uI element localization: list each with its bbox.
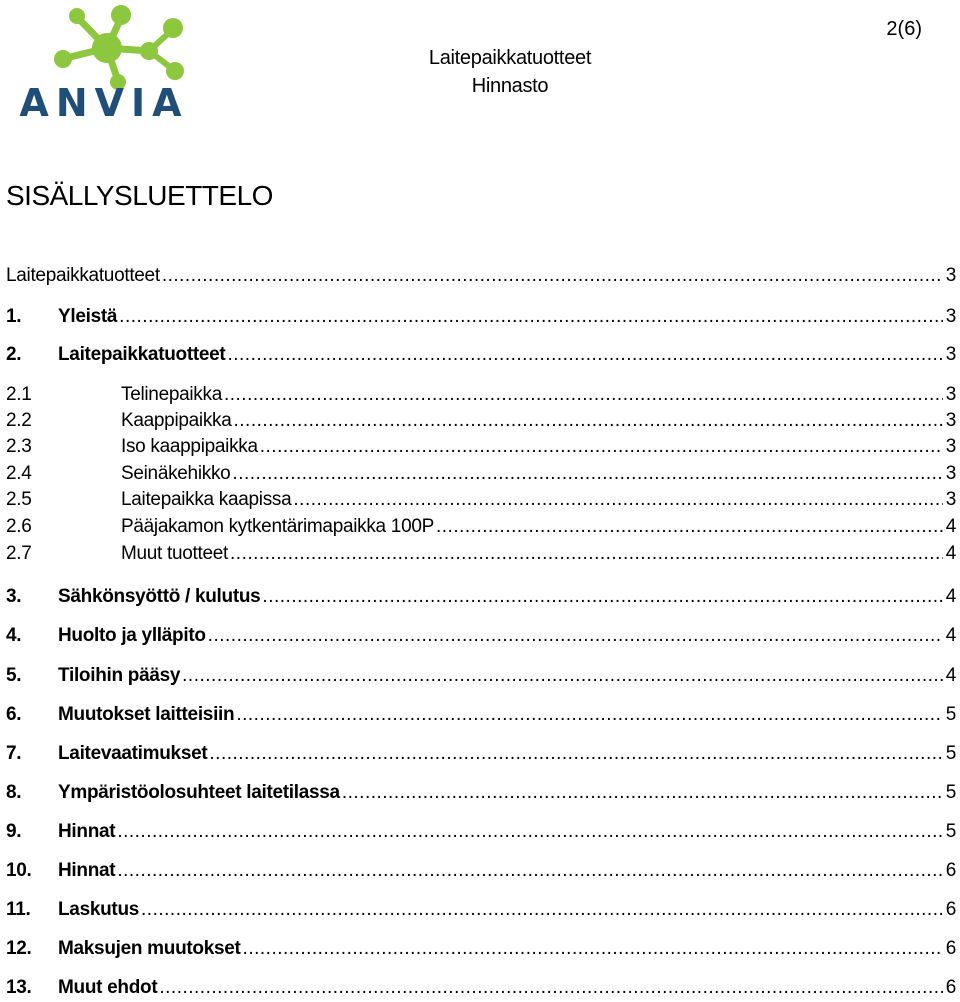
toc-entry-page: 3 (945, 489, 956, 510)
toc-entry[interactable] (6, 743, 956, 765)
toc-entry-page: 3 (945, 265, 956, 286)
toc-leader (208, 625, 943, 647)
toc-entry[interactable] (6, 938, 956, 960)
toc-entry-page: 3 (945, 306, 956, 327)
toc-leader (119, 306, 943, 328)
toc-entry-page: 3 (945, 463, 956, 484)
toc-entry[interactable] (6, 344, 956, 366)
toc-entry-page: 6 (945, 860, 956, 881)
toc-entry[interactable] (6, 265, 956, 287)
toc-entry-number: 11. (6, 899, 31, 920)
toc-entry-number: 5. (6, 665, 22, 686)
toc-entry-number: 10. (6, 860, 32, 881)
toc-entry-number: 2.4 (6, 463, 32, 484)
toc-entry-title: Muutokset laitteisiin (58, 704, 235, 725)
toc-entry[interactable] (6, 586, 956, 608)
toc-entry-title: Huolto ja ylläpito (58, 625, 206, 646)
toc-entry[interactable] (6, 665, 956, 687)
toc-entry-title: Kaappipaikka (121, 410, 232, 431)
anvia-logo (4, 2, 204, 120)
toc-leader (260, 436, 943, 458)
page-number: 2(6) (886, 18, 922, 40)
toc-entry-title: Hinnat (58, 860, 116, 881)
toc-leader (209, 743, 942, 765)
toc-entry-number: 1. (6, 306, 22, 327)
toc-entry-number: 2.5 (6, 489, 32, 510)
toc-entry[interactable] (6, 543, 956, 565)
toc-entry[interactable] (6, 977, 956, 999)
document-subtitle: Hinnasto (471, 75, 549, 97)
toc-leader (262, 586, 942, 608)
toc-entry[interactable] (6, 704, 956, 726)
toc-entry-title: Pääjakamon kytkentärimapaikka 100P (121, 516, 434, 537)
toc-entry-title: Sähkönsyöttö / kulutus (58, 586, 261, 607)
toc-entry[interactable] (6, 516, 956, 538)
toc-entry-number: 6. (6, 704, 22, 725)
toc-entry-page: 6 (945, 899, 956, 920)
toc-leader (236, 704, 942, 726)
toc-entry-title: Laitepaikkatuotteet (58, 344, 226, 365)
toc-entry[interactable] (6, 384, 956, 406)
toc-entry-title: Laitepaikkatuotteet (6, 265, 160, 286)
toc-entry-number: 2.7 (6, 543, 32, 564)
toc-entry-title: Hinnat (58, 821, 116, 842)
toc-entry[interactable] (6, 782, 956, 804)
toc-leader (243, 938, 943, 960)
toc-leader (232, 463, 942, 485)
toc-entry-page: 4 (945, 543, 956, 564)
toc-heading: SISÄLLYSLUETTELO (6, 180, 273, 211)
toc-entry-title: Laitevaatimukset (58, 743, 208, 764)
toc-entry[interactable] (6, 625, 956, 647)
toc-leader (141, 899, 943, 921)
toc-leader (182, 665, 943, 687)
toc-entry-number: 2. (6, 344, 22, 365)
toc-entry-title: Muut ehdot (58, 977, 158, 998)
document-header (380, 44, 640, 100)
toc-entry-number: 3. (6, 586, 22, 607)
toc-entry-page: 6 (945, 977, 956, 998)
toc-entry-page: 6 (945, 938, 956, 959)
toc-entry-page: 3 (945, 436, 956, 457)
toc-leader (293, 489, 942, 511)
toc-entry-page: 3 (945, 384, 956, 405)
toc-leader (117, 860, 942, 882)
toc-entry-number: 13. (6, 977, 32, 998)
toc-entry-title: Telinepaikka (121, 384, 222, 405)
toc-entry-number: 2.1 (6, 384, 32, 405)
toc-entry-page: 4 (945, 625, 956, 646)
toc-entry-page: 3 (945, 410, 956, 431)
toc-leader (342, 782, 943, 804)
logo-wordmark: ANVIA (19, 81, 189, 120)
toc-entry-page: 4 (945, 516, 956, 537)
toc-leader (162, 265, 943, 287)
toc-entry[interactable] (6, 899, 956, 921)
toc-entry[interactable] (6, 860, 956, 882)
toc-entry-title: Muut tuotteet (121, 543, 229, 564)
toc-entry-title: Yleistä (58, 306, 118, 327)
logo-molecule-icon (54, 5, 184, 90)
toc-entry-title: Laskutus (58, 899, 140, 920)
toc-entry-title: Tiloihin pääsy (58, 665, 181, 686)
toc-entry-number: 2.2 (6, 410, 32, 431)
toc-entry[interactable] (6, 436, 956, 458)
toc-entry-page: 5 (945, 782, 956, 803)
toc-entry-page: 5 (945, 704, 956, 725)
toc-entry-title: Seinäkehikko (121, 463, 231, 484)
toc-leader (159, 977, 942, 999)
toc-entry-page: 4 (945, 586, 956, 607)
toc-leader (230, 543, 943, 565)
toc-leader (436, 516, 943, 538)
toc-entry-page: 4 (945, 665, 956, 686)
toc-entry-title: Iso kaappipaikka (121, 436, 258, 457)
toc-entry[interactable] (6, 821, 956, 843)
toc-entry[interactable] (6, 410, 956, 432)
toc-entry-number: 8. (6, 782, 22, 803)
toc-entry-title: Laitepaikka kaapissa (121, 489, 292, 510)
toc-entry-page: 3 (945, 344, 956, 365)
toc-leader (233, 410, 942, 432)
toc-entry-number: 2.3 (6, 436, 32, 457)
toc-entry-number: 9. (6, 821, 22, 842)
toc-entry[interactable] (6, 306, 956, 328)
toc-entry-number: 4. (6, 625, 22, 646)
toc-leader (117, 821, 942, 843)
toc-entry[interactable] (6, 489, 956, 511)
toc-entry-title: Ympäristöolosuhteet laitetilassa (58, 782, 340, 803)
document-title: Laitepaikkatuotteet (428, 47, 592, 69)
toc-entry-number: 2.6 (6, 516, 32, 537)
toc-entry-title: Maksujen muutokset (58, 938, 241, 959)
toc-leader (224, 384, 943, 406)
toc-entry-page: 5 (945, 743, 956, 764)
toc-entry[interactable] (6, 463, 956, 485)
toc-leader (227, 344, 942, 366)
toc-entry-number: 7. (6, 743, 22, 764)
toc-entry-page: 5 (945, 821, 956, 842)
toc-entry-number: 12. (6, 938, 32, 959)
